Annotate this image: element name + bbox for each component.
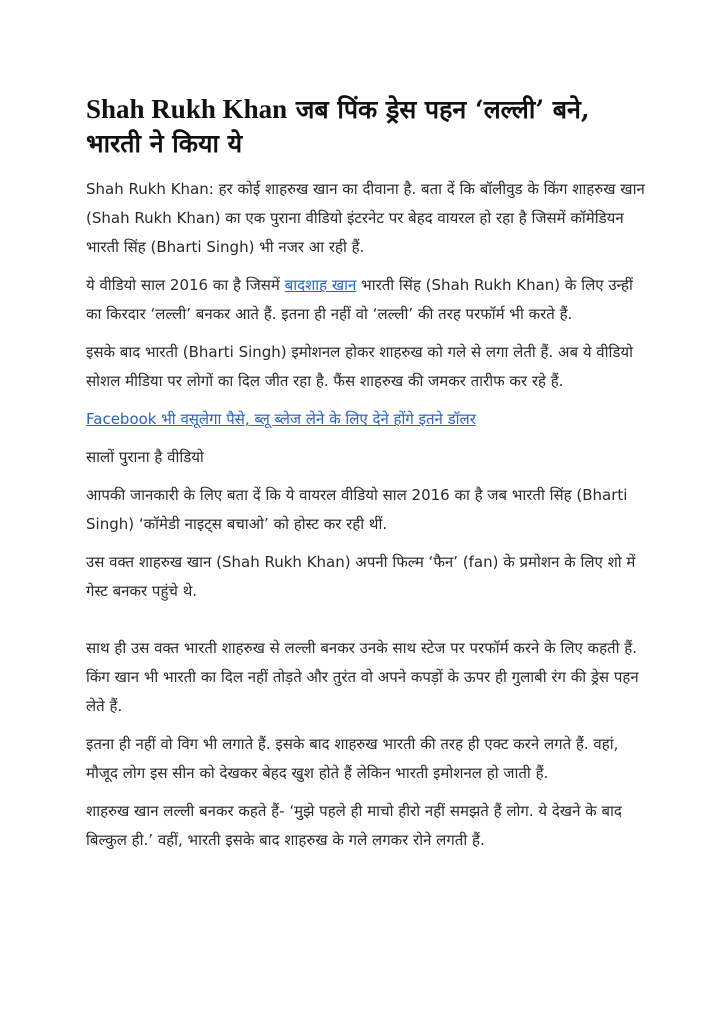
- paragraph-intro: Shah Rukh Khan: हर कोई शाहरुख खान का दीवाना है. बता दें कि बॉलीवुड के किंग शाहरुख खान (Shah Rukh Khan) का एक पुराना वीडियो इंटरनेट पर बेहद वायरल हो रहा है जिसमें कॉमेडियन भारती सिंह (Bharti Singh) भी नजर आ रही हैं.: [86, 180, 645, 256]
- section-subhead: सालों पुराना है वीडियो: [86, 448, 204, 466]
- paragraph-stage: साथ ही उस वक्त भारती शाहरुख से लल्ली बनकर उनके साथ स्टेज पर परफॉर्म करने के लिए कहती हैं. किंग खान भी भारती का दिल नहीं तोड़ते और तुरंत वो अपने कपड़ों के ऊपर ही गुलाबी रंग की ड्रेस पहन लेते हैं.: [86, 639, 639, 715]
- paragraph-text: भारती सिंह (Shah Rukh Khan) के लिए उन्हीं का किरदार ‘लल्ली’ बनकर आते हैं. इतना ही नहीं वो ‘लल्ली’ की तरह परफॉर्म भी करते हैं.: [86, 276, 633, 323]
- paragraph-emotional: इसके बाद भारती (Bharti Singh) इमोशनल होकर शाहरुख को गले से लगा लेती हैं. अब ये वीडियो सोशल मीडिया पर लोगों का दिल जीत रहा है. फैंस शाहरुख की जमकर तारीफ कर रहे हैं.: [86, 343, 634, 390]
- article-title: [86, 92, 646, 161]
- paragraph-info: आपकी जानकारी के लिए बता दें कि ये वायरल वीडियो साल 2016 का है जब भारती सिंह (Bharti Singh) ‘कॉमेडी नाइट्स बचाओ’ को होस्ट कर रही थीं.: [86, 486, 628, 533]
- article: [86, 92, 646, 864]
- related-article-link[interactable]: Facebook भी वसूलेगा पैसे, ब्लू ब्लेज लेने के लिए देने होंगे इतने डॉलर: [86, 410, 476, 428]
- paragraph-promotion: उस वक्त शाहरुख खान (Shah Rukh Khan) अपनी फिल्म ‘फैन’ (fan) के प्रमोशन के लिए शो में गेस्ट बनकर पहुंचे थे.: [86, 553, 636, 600]
- paragraph-quote: शाहरुख खान लल्ली बनकर कहते हैं- ‘मुझे पहले ही माचो हीरो नहीं समझते हैं लोग. ये देखने के बाद बिल्कुल ही.’ वहीं, भारती इसके बाद शाहरुख के गले लगकर रोने लगती हैं.: [86, 802, 622, 849]
- paragraph-wig: इतना ही नहीं वो विग भी लगाते हैं. इसके बाद शाहरुख भारती की तरह ही एक्ट करने लगते हैं. वहां, मौजूद लोग इस सीन को देखकर बेहद खुश होते हैं लेकिन भारती इमोशनल हो जाती हैं.: [86, 735, 619, 782]
- related-article: [86, 405, 646, 434]
- paragraph-text: ये वीडियो साल 2016 का है जिसमें: [86, 276, 285, 294]
- paragraph-video-2016: [86, 271, 646, 329]
- article-title-hindi: जब पिंक ड्रेस पहन ‘लल्ली’ बने, भारती ने किया ये: [86, 95, 590, 158]
- article-title-english: Shah Rukh Khan: [86, 94, 288, 124]
- badshah-khan-link[interactable]: बादशाह खान: [284, 276, 357, 294]
